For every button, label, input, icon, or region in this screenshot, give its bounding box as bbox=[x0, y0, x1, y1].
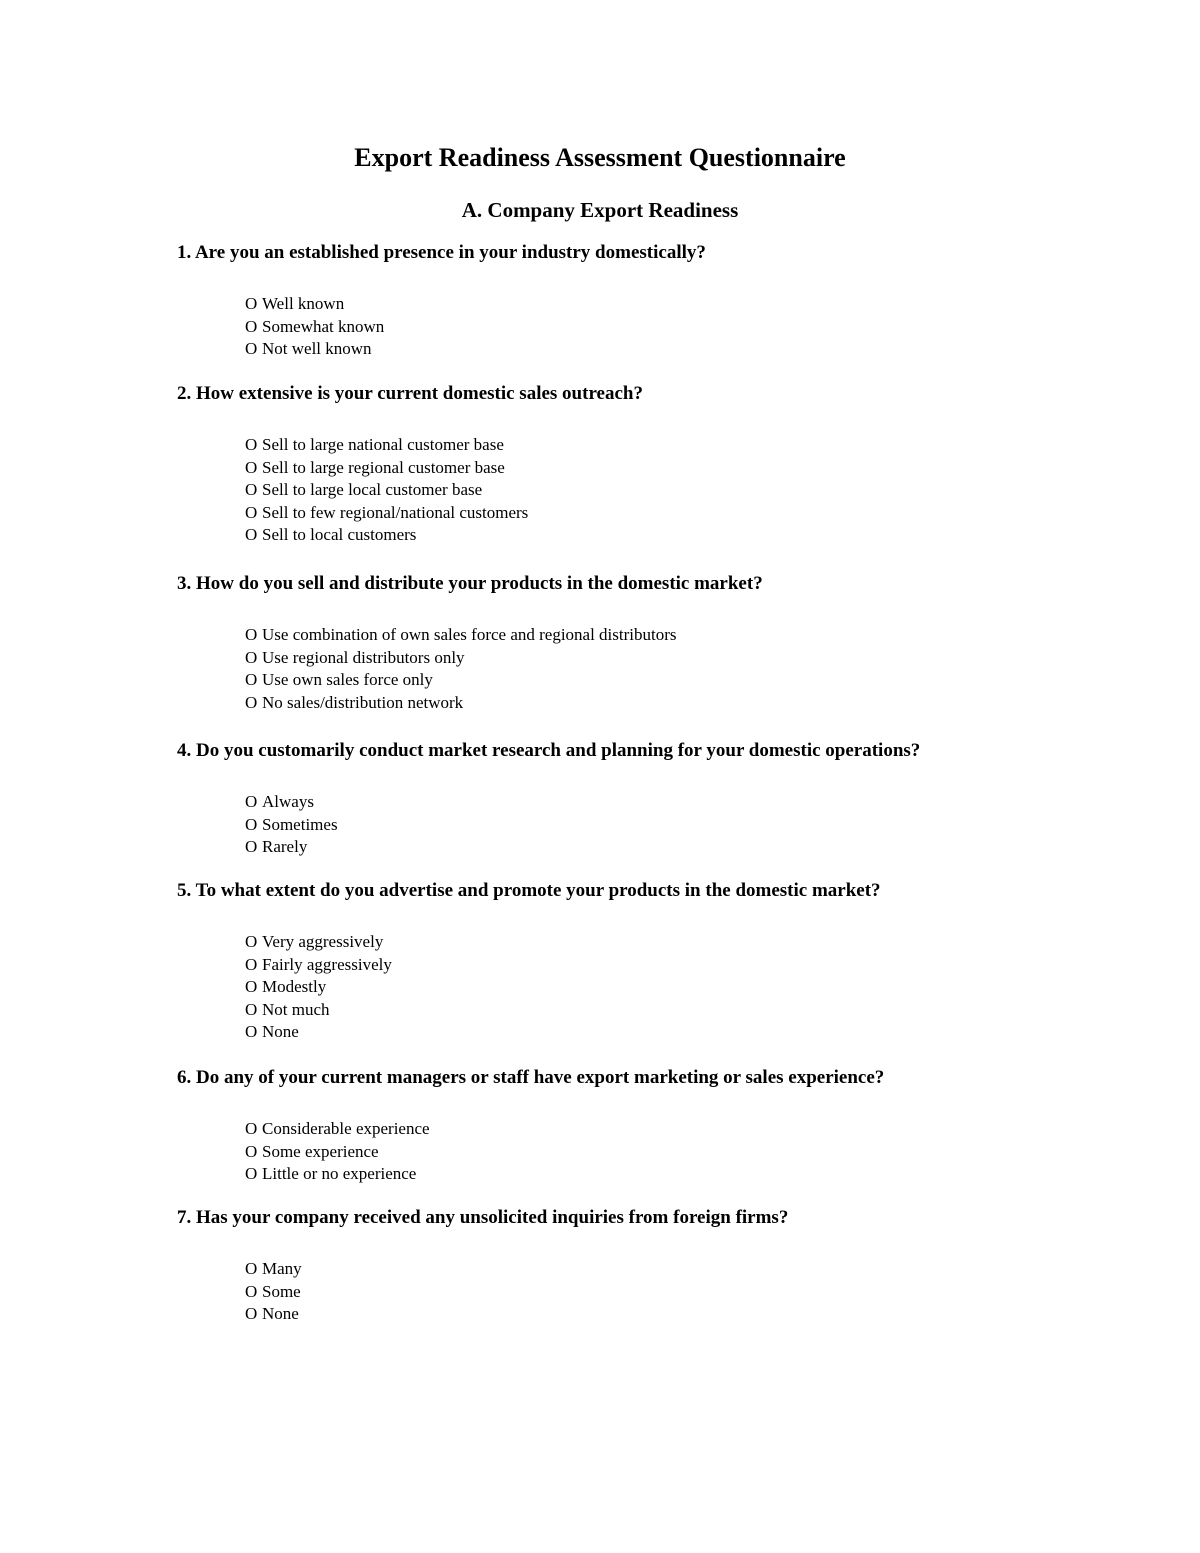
question-text: 5. To what extent do you advertise and promote your products in the domestic market? bbox=[177, 880, 881, 901]
option-label: Somewhat known bbox=[262, 316, 385, 336]
option-label: Many bbox=[262, 1259, 302, 1278]
radio-option[interactable] bbox=[245, 976, 1167, 999]
radio-circle-icon[interactable]: O bbox=[245, 435, 258, 454]
question-text: 2. How extensive is your current domestic sales outreach? bbox=[177, 383, 643, 404]
radio-option[interactable] bbox=[245, 293, 1167, 316]
document-title: Export Readiness Assessment Questionnaire bbox=[354, 143, 846, 172]
option-label: Sell to large regional customer base bbox=[262, 457, 505, 477]
options-list bbox=[245, 434, 1167, 547]
radio-option[interactable] bbox=[245, 624, 1167, 647]
option-label: Fairly aggressively bbox=[262, 954, 392, 974]
radio-option[interactable] bbox=[245, 791, 1167, 814]
option-label: Always bbox=[262, 792, 314, 811]
radio-circle-icon[interactable]: O bbox=[245, 625, 258, 644]
radio-circle-icon[interactable]: O bbox=[245, 1281, 258, 1301]
option-label: No sales/distribution network bbox=[262, 692, 464, 712]
radio-option[interactable] bbox=[245, 1118, 1167, 1141]
question-text: 7. Has your company received any unsolicited inquiries from foreign firms? bbox=[177, 1207, 789, 1228]
radio-option[interactable] bbox=[245, 502, 1167, 525]
radio-circle-icon[interactable]: O bbox=[245, 525, 258, 545]
option-label: Sell to large local customer base bbox=[262, 480, 483, 500]
options-list bbox=[245, 791, 1167, 859]
option-label: Considerable experience bbox=[262, 1119, 430, 1138]
radio-option[interactable] bbox=[245, 931, 1167, 954]
radio-option[interactable] bbox=[245, 836, 1167, 859]
radio-option[interactable] bbox=[245, 338, 1167, 361]
option-label: None bbox=[262, 1022, 299, 1042]
option-label: Little or no experience bbox=[262, 1164, 417, 1184]
radio-option[interactable] bbox=[245, 647, 1167, 670]
option-label: Not much bbox=[262, 999, 330, 1019]
radio-circle-icon[interactable]: O bbox=[245, 1119, 258, 1138]
question-1 bbox=[177, 240, 1167, 361]
question-7 bbox=[177, 1205, 1167, 1326]
option-label: Not well known bbox=[262, 339, 372, 359]
radio-circle-icon[interactable]: O bbox=[245, 670, 258, 690]
radio-circle-icon[interactable]: O bbox=[245, 977, 258, 997]
question-5 bbox=[177, 878, 1167, 1044]
radio-circle-icon[interactable]: O bbox=[245, 502, 258, 522]
radio-option[interactable] bbox=[245, 1163, 1167, 1186]
options-list bbox=[245, 931, 1167, 1044]
radio-circle-icon[interactable]: O bbox=[245, 692, 258, 712]
options-list bbox=[245, 624, 1167, 714]
question-text: 3. How do you sell and distribute your products in the domestic market? bbox=[177, 573, 763, 594]
option-label: Modestly bbox=[262, 977, 327, 997]
radio-option[interactable] bbox=[245, 434, 1167, 457]
radio-circle-icon[interactable]: O bbox=[245, 1141, 258, 1161]
options-list bbox=[245, 1258, 1167, 1326]
radio-option[interactable] bbox=[245, 999, 1167, 1022]
radio-circle-icon[interactable]: O bbox=[245, 1022, 258, 1042]
radio-circle-icon[interactable]: O bbox=[245, 316, 258, 336]
option-label: Rarely bbox=[262, 837, 308, 857]
question-6 bbox=[177, 1065, 1167, 1186]
radio-option[interactable] bbox=[245, 1303, 1167, 1326]
radio-circle-icon[interactable]: O bbox=[245, 814, 258, 834]
option-label: Use regional distributors only bbox=[262, 647, 465, 667]
radio-circle-icon[interactable]: O bbox=[245, 339, 258, 359]
radio-circle-icon[interactable]: O bbox=[245, 1164, 258, 1184]
question-text: 1. Are you an established presence in your industry domestically? bbox=[177, 242, 706, 263]
radio-option[interactable] bbox=[245, 524, 1167, 547]
option-label: Use combination of own sales force and regional distributors bbox=[262, 625, 677, 644]
radio-circle-icon[interactable]: O bbox=[245, 480, 258, 500]
radio-option[interactable] bbox=[245, 457, 1167, 480]
radio-option[interactable] bbox=[245, 316, 1167, 339]
section-title: A. Company Export Readiness bbox=[461, 198, 739, 222]
option-label: Well known bbox=[262, 294, 345, 313]
question-2 bbox=[177, 381, 1167, 547]
radio-circle-icon[interactable]: O bbox=[245, 647, 258, 667]
radio-option[interactable] bbox=[245, 479, 1167, 502]
question-3 bbox=[177, 571, 1167, 714]
radio-circle-icon[interactable]: O bbox=[245, 792, 258, 811]
options-list bbox=[245, 1118, 1167, 1186]
question-text: 4. Do you customarily conduct market research and planning for your domestic operations? bbox=[177, 740, 921, 761]
radio-circle-icon[interactable]: O bbox=[245, 932, 258, 951]
radio-option[interactable] bbox=[245, 1258, 1167, 1281]
option-label: Some experience bbox=[262, 1141, 379, 1161]
radio-option[interactable] bbox=[245, 1281, 1167, 1304]
question-4 bbox=[177, 738, 1167, 859]
radio-option[interactable] bbox=[245, 1021, 1167, 1044]
option-label: Sell to local customers bbox=[262, 525, 417, 545]
option-label: None bbox=[262, 1304, 299, 1324]
radio-option[interactable] bbox=[245, 669, 1167, 692]
radio-circle-icon[interactable]: O bbox=[245, 837, 258, 857]
radio-circle-icon[interactable]: O bbox=[245, 1304, 258, 1324]
option-label: Use own sales force only bbox=[262, 670, 433, 690]
radio-option[interactable] bbox=[245, 1141, 1167, 1164]
radio-option[interactable] bbox=[245, 814, 1167, 837]
option-label: Sell to few regional/national customers bbox=[262, 502, 529, 522]
option-label: Sometimes bbox=[262, 814, 338, 834]
radio-circle-icon[interactable]: O bbox=[245, 999, 258, 1019]
radio-circle-icon[interactable]: O bbox=[245, 294, 258, 313]
option-label: Sell to large national customer base bbox=[262, 435, 504, 454]
radio-circle-icon[interactable]: O bbox=[245, 1259, 258, 1278]
question-text: 6. Do any of your current managers or staff have export marketing or sales experience? bbox=[177, 1067, 885, 1088]
radio-option[interactable] bbox=[245, 692, 1167, 715]
radio-circle-icon[interactable]: O bbox=[245, 457, 258, 477]
radio-circle-icon[interactable]: O bbox=[245, 954, 258, 974]
options-list bbox=[245, 293, 1167, 361]
option-label: Some bbox=[262, 1281, 301, 1301]
option-label: Very aggressively bbox=[262, 932, 384, 951]
radio-option[interactable] bbox=[245, 954, 1167, 977]
